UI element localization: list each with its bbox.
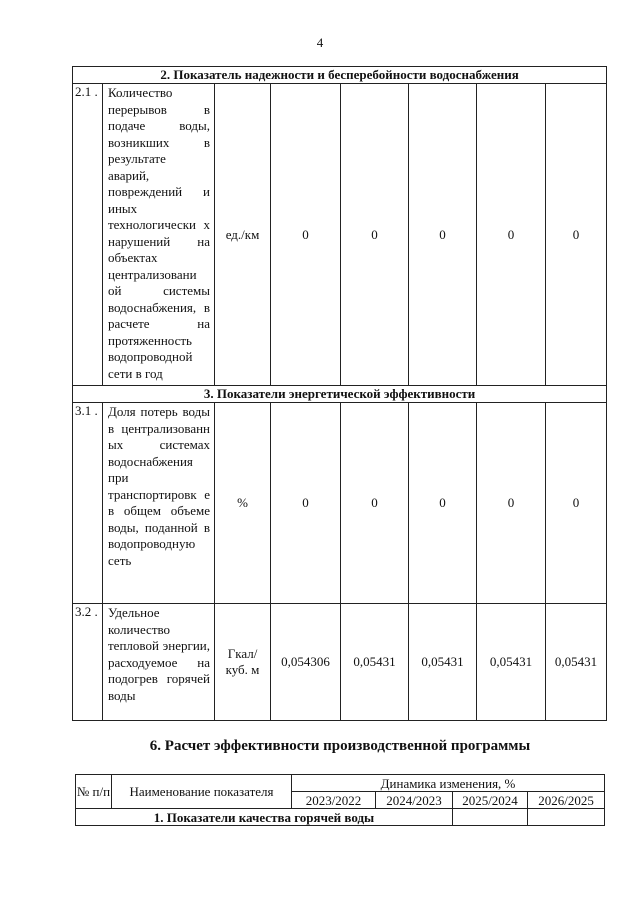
table-row [73, 604, 607, 721]
section-title: 2. Показатель надежности и бесперебойности водоснабжения [73, 67, 607, 84]
indicator-name: Количество перерывов в подаче воды, возникших в результате аварий, повреждений и иных технологически х нарушений на объектах централизовани ой системы водоснабжения, в расчете на протяженность водопроводной сети в год [103, 84, 215, 386]
empty-cell [528, 809, 605, 826]
efficiency-table [75, 774, 605, 826]
empty-cell [453, 809, 528, 826]
period-header: 2025/2024 [453, 792, 528, 809]
indicators-table [72, 66, 607, 721]
header-row [76, 775, 605, 792]
value-cell: 0 [341, 84, 409, 386]
section-row [73, 386, 607, 403]
row-number: 2.1 . [73, 84, 103, 386]
section-6-title: 6. Расчет эффективности производственной программы [149, 738, 531, 754]
table-row [73, 403, 607, 604]
value-cell: 0 [271, 84, 341, 386]
value-cell: 0 [409, 403, 477, 604]
indicator-name: Доля потерь воды в централизованн ых системах водоснабжения при транспортировк е в общем объеме воды, поданной в водопроводную сеть [103, 403, 215, 604]
section-row [76, 809, 605, 826]
value-cell: 0 [477, 84, 546, 386]
row-number: 3.2 . [73, 604, 103, 721]
period-header: 2024/2023 [376, 792, 453, 809]
value-cell: 0,054306 [271, 604, 341, 721]
unit-cell: ед./км [215, 84, 271, 386]
value-cell: 0,05431 [409, 604, 477, 721]
value-cell: 0 [409, 84, 477, 386]
section-row [73, 67, 607, 84]
value-cell: 0 [271, 403, 341, 604]
col-dynamics-header: Динамика изменения, % [292, 775, 605, 792]
value-cell: 0 [477, 403, 546, 604]
period-header: 2026/2025 [528, 792, 605, 809]
page-number: 4 [316, 35, 324, 50]
unit-cell: % [215, 403, 271, 604]
value-cell: 0,05431 [477, 604, 546, 721]
row-number: 3.1 . [73, 403, 103, 604]
table-row [73, 84, 607, 386]
period-header: 2023/2022 [292, 792, 376, 809]
section-title: 1. Показатели качества горячей воды [76, 809, 453, 826]
value-cell: 0,05431 [546, 604, 607, 721]
indicator-name: Удельное количество тепловой энергии, расходуемое на подогрев горячей воды [103, 604, 215, 721]
value-cell: 0 [546, 84, 607, 386]
value-cell: 0,05431 [341, 604, 409, 721]
value-cell: 0 [341, 403, 409, 604]
section-title: 3. Показатели энергетической эффективности [73, 386, 607, 403]
col-num-header: № п/п [76, 775, 112, 809]
col-name-header: Наименование показателя [112, 775, 292, 809]
value-cell: 0 [546, 403, 607, 604]
unit-cell: Гкал/ куб. м [215, 604, 271, 721]
